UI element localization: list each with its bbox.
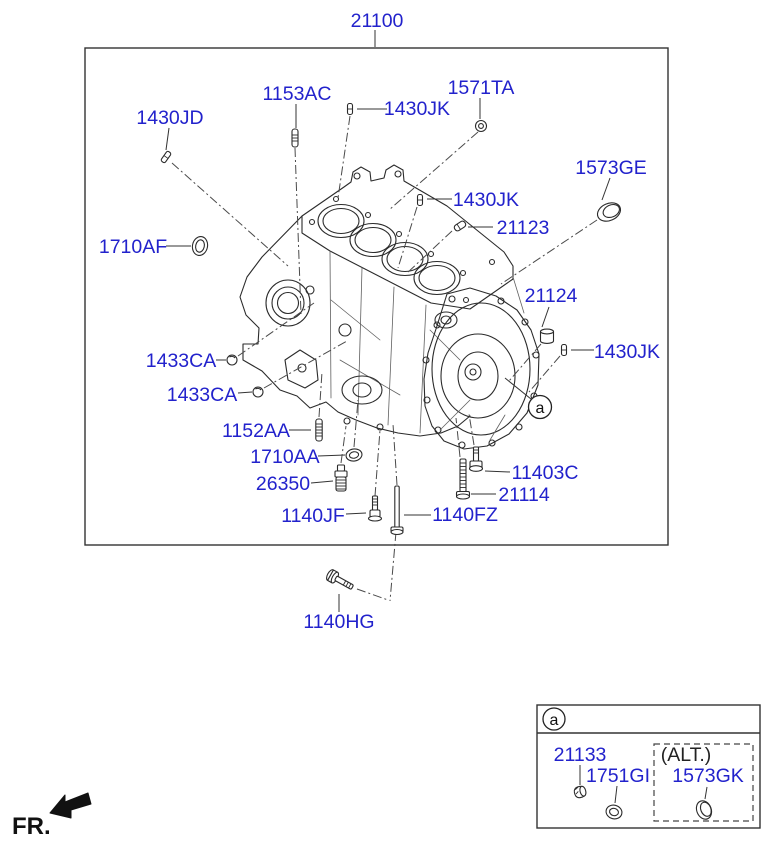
callout-1571ta: 1571TA	[447, 77, 515, 99]
legend-callout-1751gi: 1751GI	[586, 765, 650, 787]
callout-1573ge: 1573GE	[575, 157, 647, 179]
callout-11403c: 11403C	[511, 462, 579, 484]
callout-1710aa: 1710AA	[250, 446, 320, 468]
part-glyph-1430jk-stud-bottom	[562, 345, 567, 356]
callout-21123: 21123	[496, 217, 550, 239]
callout-21114: 21114	[498, 484, 550, 506]
callout-1153ac: 1153AC	[262, 83, 332, 105]
part-glyph-21124-dowel	[541, 329, 554, 343]
part-glyph-1430jk-stud-mid	[418, 195, 423, 206]
callout-1430jk-mid: 1430JK	[452, 189, 520, 211]
callout-1430jk-bottom: 1430JK	[593, 341, 661, 363]
callout-21124: 21124	[524, 285, 578, 307]
callout-1140hg: 1140HG	[303, 611, 375, 633]
marker-a-letter: a	[535, 400, 545, 417]
legend-callout-21133: 21133	[553, 744, 607, 766]
legend-alt-label: (ALT.)	[660, 744, 712, 766]
front-direction-label: FR.	[12, 813, 51, 840]
legend-marker-letter: a	[549, 712, 559, 729]
callout-21100: 21100	[350, 10, 404, 32]
part-glyph-1152aa-stud	[316, 419, 322, 441]
callout-26350: 26350	[255, 473, 311, 495]
callout-1140fz: 1140FZ	[432, 504, 498, 526]
part-glyph-1433ca-ball-1	[227, 355, 237, 365]
callout-1430jd: 1430JD	[136, 107, 204, 129]
part-glyph-1430jk-stud-top	[348, 104, 353, 115]
callout-1710af: 1710AF	[98, 236, 168, 258]
part-glyph-1571ta-nut	[476, 121, 487, 132]
legend-callout-1573gk: 1573GK	[672, 765, 744, 787]
callout-1430jk-top: 1430JK	[383, 98, 451, 120]
marker-a	[529, 396, 552, 419]
part-glyph-1153ac-stud	[292, 129, 298, 147]
callout-1433ca-1: 1433CA	[145, 350, 217, 372]
part-glyph-1433ca-ball-2	[253, 387, 263, 397]
callout-1152aa: 1152AA	[222, 420, 290, 442]
callout-1140jf: 1140JF	[281, 505, 345, 527]
callout-1433ca-2: 1433CA	[166, 384, 238, 406]
